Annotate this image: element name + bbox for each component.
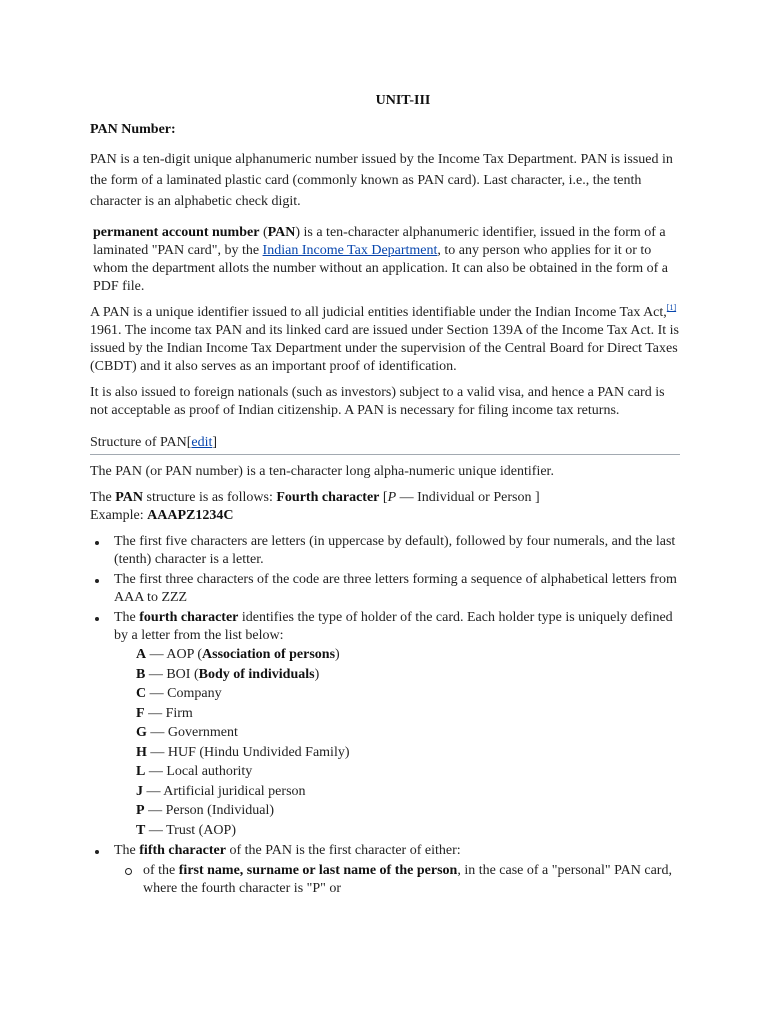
holder-type-g: G — Government (136, 725, 238, 740)
list-item: The first three characters of the code are three letters forming a sequence of alphabetical letters from AAA to ZZZ (114, 571, 680, 607)
abbr-bold: PAN (267, 225, 296, 240)
pan-heading: PAN Number: (90, 122, 176, 137)
structure-intro: The PAN (or PAN number) is a ten-character long alpha-numeric unique identifier. (90, 464, 554, 479)
example-value: AAAPZ1234C (147, 508, 234, 523)
list-item: The fifth character of the PAN is the first character of either: of the first name, surname or last name of the person, in the case of a "personal" PAN card, where the fourth character is "P" or (114, 842, 680, 898)
reference-link[interactable]: [1] (666, 303, 677, 312)
section-heading: Structure of PAN[edit] (90, 434, 680, 455)
foreign-nationals-paragraph: It is also issued to foreign nationals (such as investors) subject to a valid visa, and hence a PAN card is not acceptable as proof of Indian citizenship. A PAN is necessary for filing income tax returns. (90, 385, 665, 418)
holder-type-j: J — Artificial juridical person (136, 783, 306, 799)
list-item: The first five characters are letters (in uppercase by default), followed by four numerals, and the last (tenth) character is a letter. (114, 533, 680, 569)
holder-type-list (136, 645, 680, 840)
term-bold: permanent account number (93, 225, 260, 240)
holder-type-c: C — Company (136, 686, 222, 701)
holder-type-b: B — BOI (Body of individuals) (136, 666, 320, 682)
definition-paragraph: permanent account number (PAN) is a ten-character alphanumeric identifier, issued in the form of a laminated "PAN card", by the Indian Income Tax Department, to any person who applies for it or to whom the department allots the number without an application. It can also be obtained in the form of a PDF file. (93, 225, 669, 294)
intro-paragraph: PAN is a ten-digit unique alphanumeric number issued by the Income Tax Department. PAN is issued in the form of a laminated plastic card (commonly known as PAN card). Last character, i.e., the tenth character is an alphabetic check digit. (90, 152, 673, 209)
unit-title: UNIT-III (375, 93, 431, 108)
holder-type-l: L — Local authority (136, 764, 253, 779)
income-tax-department-link[interactable]: Indian Income Tax Department (262, 243, 438, 258)
structure-line: The PAN structure is as follows: Fourth character [P — Individual or Person ] (90, 490, 540, 505)
sub-list-item: of the first name, surname or last name of the person, in the case of a "personal" PAN card, where the fourth character is "P" or (143, 862, 680, 898)
edit-link[interactable]: edit (191, 435, 213, 450)
holder-type-a: A — AOP (Association of persons) (136, 647, 340, 662)
holder-type-h: H — HUF (Hindu Undivided Family) (136, 744, 350, 760)
fifth-character-list (119, 862, 680, 898)
holder-type-t: T — Trust (AOP) (136, 822, 236, 838)
document-body (90, 92, 680, 900)
holder-type-f: F — Firm (136, 705, 193, 721)
identifier-paragraph: A PAN is a unique identifier issued to all judicial entities identifiable under the Indian Income Tax Act,[1] 1961. The income tax PAN and its linked card are issued under Section 139A of the Income Tax Act. It is issued by the Indian Income Tax Department under the supervision of the Central Board for Direct Taxes (CBDT) and it also serves as an important proof of identification. (90, 303, 679, 374)
holder-type-p: P — Person (Individual) (136, 803, 275, 818)
example-line: Example: AAAPZ1234C (90, 508, 234, 523)
list-item: The fourth character identifies the type of holder of the card. Each holder type is uniquely defined by a letter from the list below: A — AOP (Association of persons) B — BOI (Body of individuals) C — Company F — Firm G — Government H — HUF (Hindu Undivided Family) L — Local authority J — Artificial juridical person P — Person (Individual) T — Trust (AOP) (114, 609, 680, 840)
structure-list (90, 533, 680, 898)
